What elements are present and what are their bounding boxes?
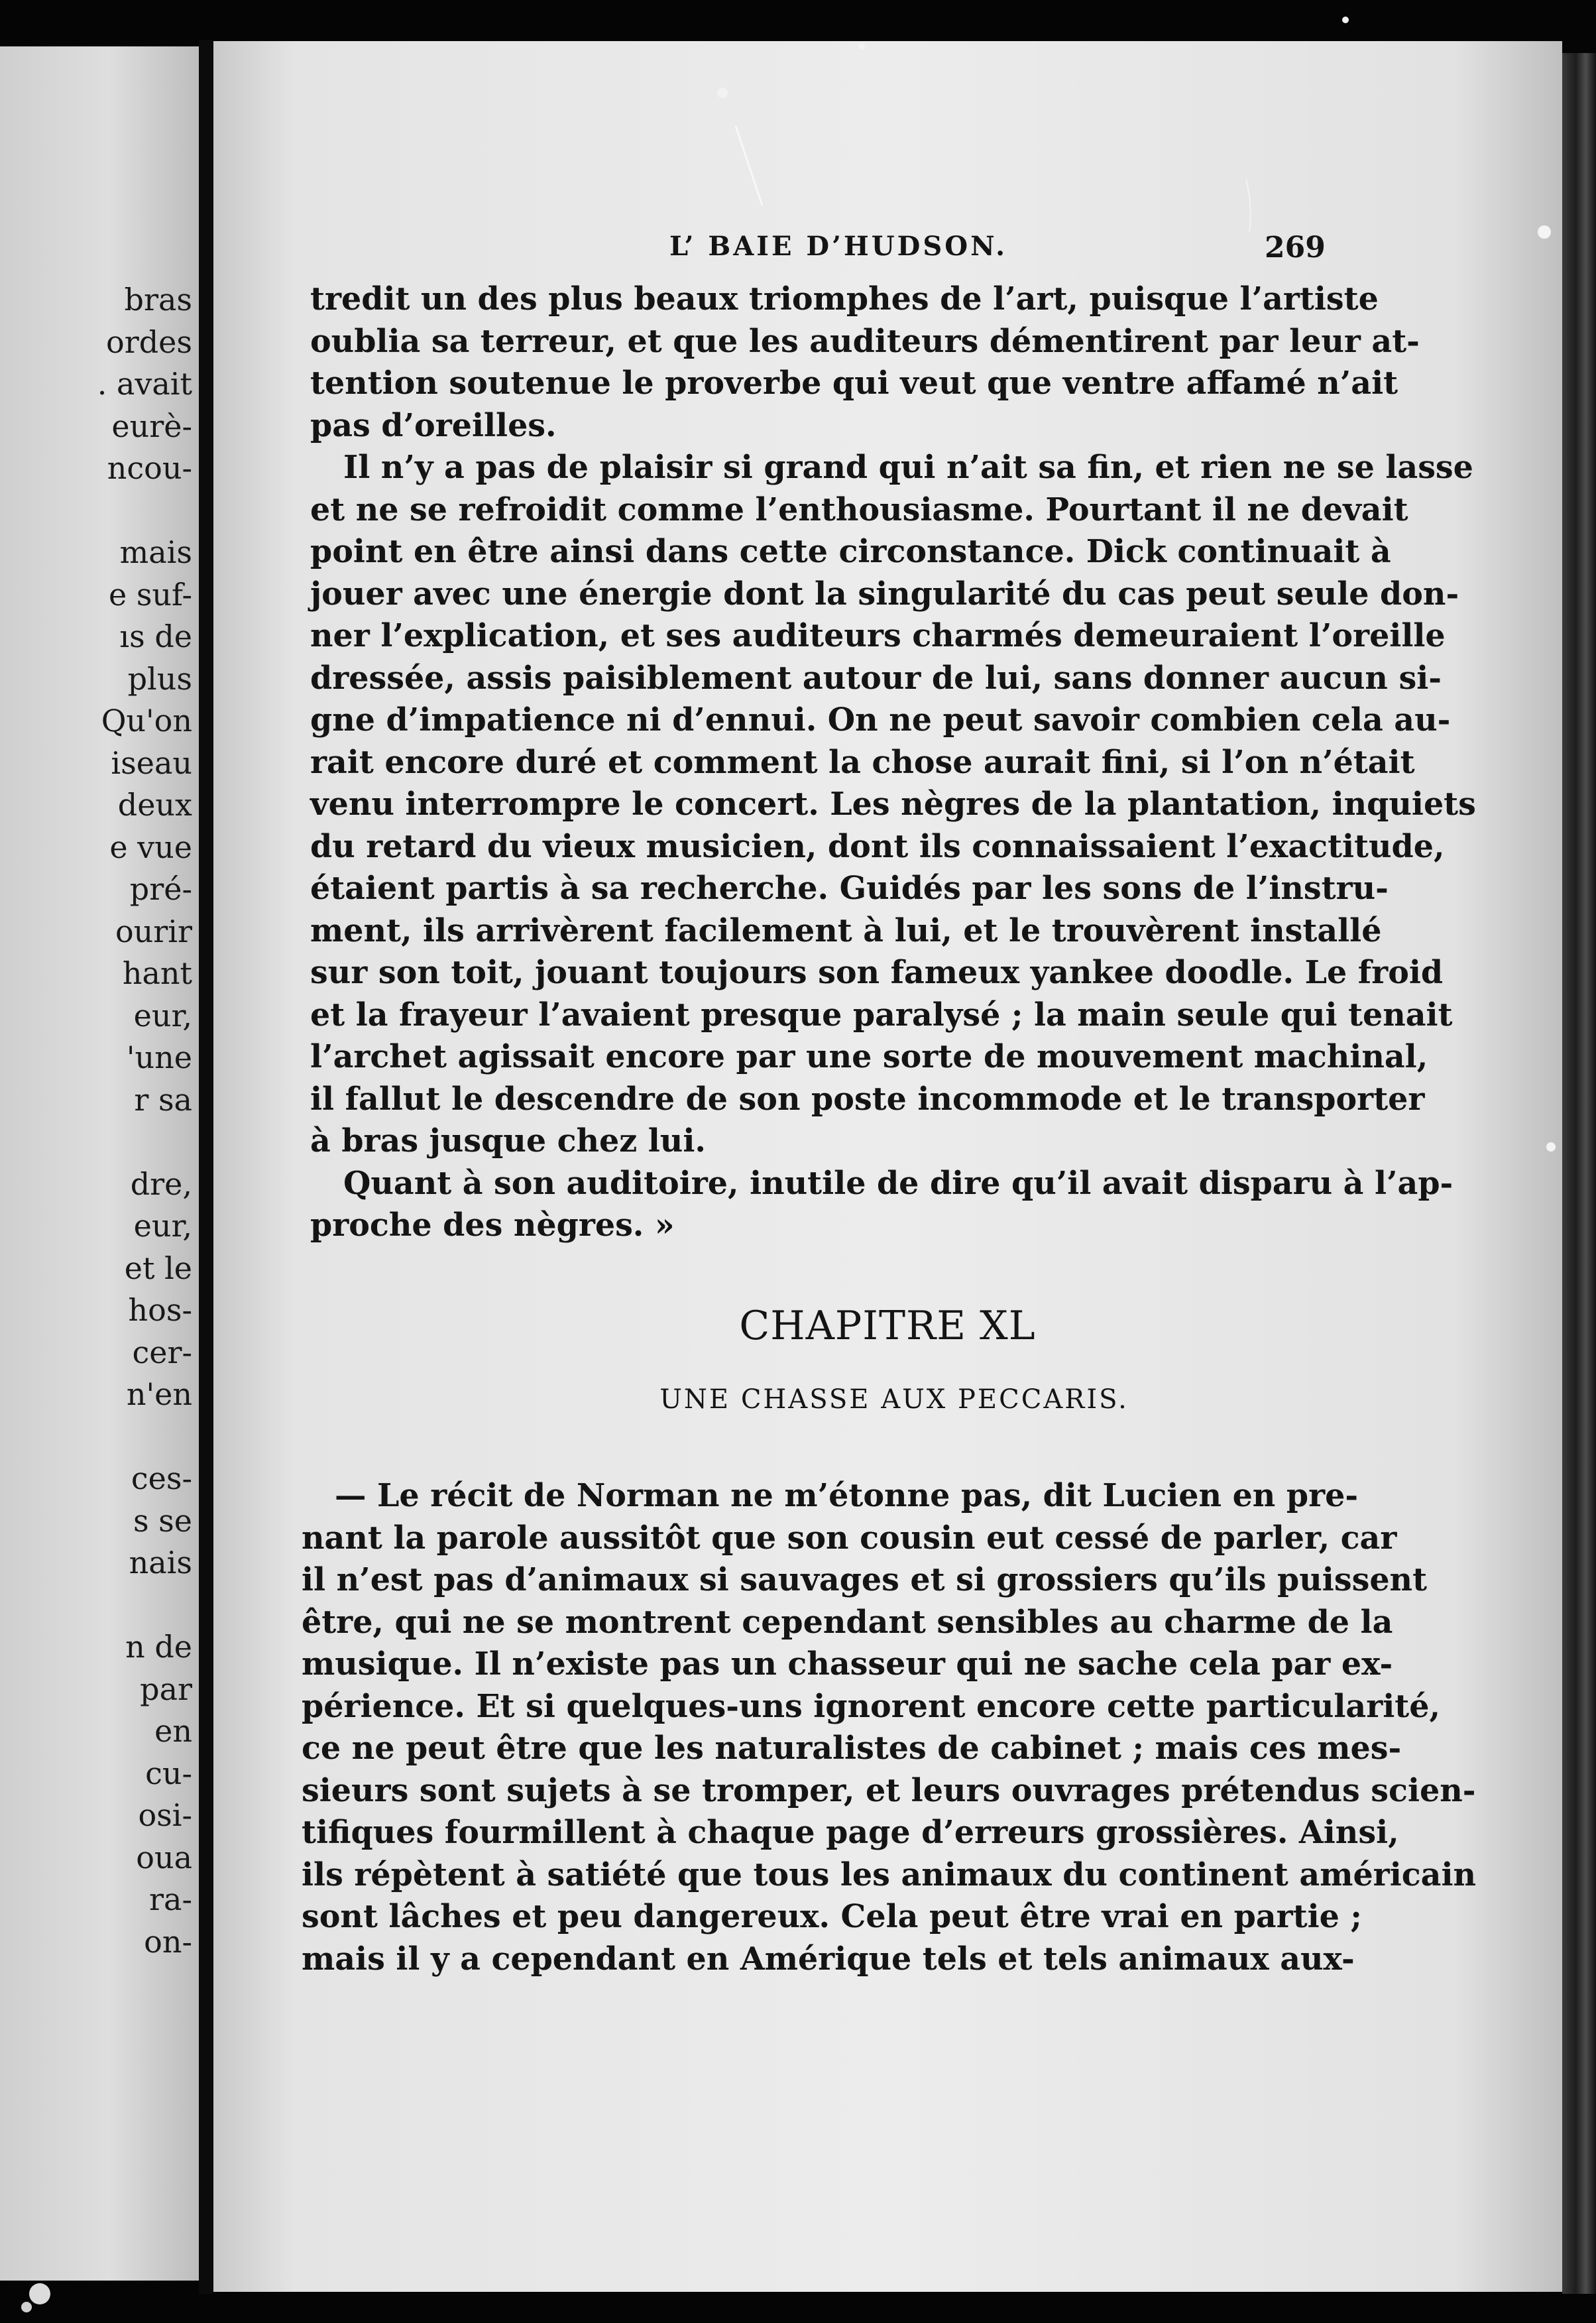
previous-page-fragment-line: mais	[119, 534, 192, 570]
previous-page-fragment-line: eurè-	[111, 408, 192, 444]
page-stack-edge	[1562, 53, 1596, 2294]
text-line: gne d’impatience ni d’ennui. On ne peut savoir combien cela au-	[310, 701, 1451, 739]
previous-page-fragment-line: hos-	[128, 1292, 192, 1328]
previous-page-fragment-line: eur,	[133, 1208, 192, 1244]
text-line: être, qui ne se montrent cependant sensibles au charme de la	[302, 1603, 1393, 1641]
text-line: tifiques fourmillent à chaque page d’erreurs grossières. Ainsi,	[302, 1814, 1399, 1851]
text-line: rait encore duré et comment la chose aurait fini, si l’on n’était	[310, 743, 1415, 781]
previous-page-fragment-line: en	[154, 1713, 192, 1749]
text-line: — Le récit de Norman ne m’étonne pas, dit Lucien en pre-	[335, 1477, 1359, 1514]
text-line: tention soutenue le proverbe qui veut que ventre affamé n’ait	[310, 365, 1398, 402]
text-line: Quant à son auditoire, inutile de dire qu’il avait disparu à l’ap-	[343, 1164, 1454, 1202]
previous-page-fragment-line: eur,	[133, 997, 192, 1034]
previous-page-fragment-line: bras	[124, 282, 192, 318]
body-text-top	[310, 278, 1476, 1247]
text-line: ce ne peut être que les naturalistes de cabinet ; mais ces mes-	[302, 1730, 1402, 1767]
text-line: pas d’oreilles.	[310, 406, 557, 444]
previous-page-fragment-line: Qu'on	[101, 703, 192, 739]
previous-page-fragment-line: . avait	[97, 366, 192, 402]
text-line: il n’est pas d’animaux si sauvages et si grossiers qu’ils puissent	[302, 1561, 1428, 1598]
text-line: dressée, assis paisiblement autour de lui, sans donner aucun si-	[310, 659, 1442, 697]
previous-page-fragment-line: hant	[122, 955, 192, 991]
running-head: L’ BAIE D’HUDSON.	[669, 231, 1007, 262]
text-line: jouer avec une énergie dont la singularité du cas peut seule don-	[310, 575, 1459, 613]
previous-page-fragment-line: n de	[125, 1629, 192, 1665]
previous-page-fragment-line: ıs de	[119, 619, 192, 654]
chapter-title: CHAPITRE XL	[739, 1303, 1036, 1349]
previous-page-fragment-line: iseau	[111, 745, 192, 781]
page-number: 269	[1265, 231, 1326, 265]
previous-page-fragment-line: cer-	[132, 1334, 192, 1370]
previous-page-fragment-line: e suf-	[108, 576, 192, 613]
previous-page-fragment-line: nais	[129, 1545, 192, 1580]
text-line: venu interrompre le concert. Les nègres de la plantation, inquiets	[310, 786, 1476, 823]
text-line: oublia sa terreur, et que les auditeurs démentirent par leur at-	[310, 322, 1420, 360]
text-line: sieurs sont sujets à se tromper, et leurs ouvrages prétendus scien-	[302, 1771, 1476, 1809]
text-line: et ne se refroidit comme l’enthousiasme. Pourtant il ne devait	[310, 491, 1408, 528]
previous-page-fragment-line: pré-	[129, 871, 192, 907]
text-line: étaient partis à sa recherche. Guidés par les sons de l’instru-	[310, 870, 1389, 907]
previous-page-fragment-line: osi-	[138, 1797, 192, 1833]
text-line: point en être ainsi dans cette circonstance. Dick continuait à	[310, 533, 1391, 570]
previous-page-fragment-line: deux	[117, 787, 192, 823]
text-line: mais il y a cependant en Amérique tels et tels animaux aux-	[302, 1940, 1355, 1978]
chapter-subtitle: UNE CHASSE AUX PECCARIS.	[659, 1384, 1129, 1415]
previous-page-fragment-line: 'une	[126, 1040, 192, 1075]
text-line: il fallut le descendre de son poste incommode et le transporter	[310, 1080, 1425, 1118]
body-text-bottom	[302, 1475, 1477, 1980]
previous-page-fragment-line: r sa	[134, 1081, 192, 1118]
previous-page-fragment-line: n'en	[126, 1376, 192, 1412]
text-line: périence. Et si quelques-uns ignorent encore cette particularité,	[302, 1687, 1440, 1725]
previous-page-fragment-line: cu-	[145, 1755, 192, 1791]
previous-page-fragment-line: ra-	[149, 1881, 192, 1917]
book-gutter	[199, 40, 213, 2294]
text-line: ils répètent à satiété que tous les animaux du continent américain	[302, 1856, 1477, 1893]
previous-page-fragment-line: on-	[144, 1923, 192, 1960]
text-line: tredit un des plus beaux triomphes de l’art, puisque l’artiste	[310, 280, 1379, 318]
previous-page-fragment-line: ncou-	[107, 450, 192, 486]
text-line: sur son toit, jouant toujours son fameux yankee doodle. Le froid	[310, 954, 1444, 991]
text-line: proche des nègres. »	[310, 1207, 675, 1244]
text-line: l’archet agissait encore par une sorte de mouvement machinal,	[310, 1038, 1428, 1075]
text-line: et la frayeur l’avaient presque paralysé ; la main seule qui tenait	[310, 996, 1453, 1034]
text-line: à bras jusque chez lui.	[310, 1122, 706, 1160]
previous-page-fragment-line: plus	[127, 660, 192, 697]
previous-page-fragment-line: et le	[124, 1250, 192, 1286]
previous-page-fragment-line: s se	[133, 1502, 192, 1539]
text-line: ment, ils arrivèrent facilement à lui, et le trouvèrent installé	[310, 912, 1382, 949]
text-line: sont lâches et peu dangereux. Cela peut être vrai en partie ;	[302, 1898, 1362, 1935]
text-line: ner l’explication, et ses auditeurs charmés demeuraient l’oreille	[310, 617, 1446, 654]
text-line: du retard du vieux musicien, dont ils connaissaient l’exactitude,	[310, 827, 1445, 865]
previous-page-fragment-line: dre,	[130, 1165, 192, 1202]
previous-page-fragment-line: ourir	[115, 913, 192, 949]
text-line: nant la parole aussitôt que son cousin eut cessé de parler, car	[302, 1519, 1397, 1557]
previous-page-fragment-line: e vue	[109, 829, 192, 865]
text-line: Il n’y a pas de plaisir si grand qui n’ait sa fin, et rien ne se lasse	[343, 449, 1473, 486]
previous-page-fragment-line: oua	[136, 1839, 192, 1876]
previous-page-fragment	[0, 46, 199, 2281]
previous-page-fragment-line: ces-	[131, 1460, 192, 1496]
previous-page-fragment-line: ordes	[106, 324, 192, 360]
text-line: musique. Il n’existe pas un chasseur qui ne sache cela par ex-	[302, 1645, 1393, 1683]
previous-page-fragment-line: par	[140, 1671, 192, 1707]
